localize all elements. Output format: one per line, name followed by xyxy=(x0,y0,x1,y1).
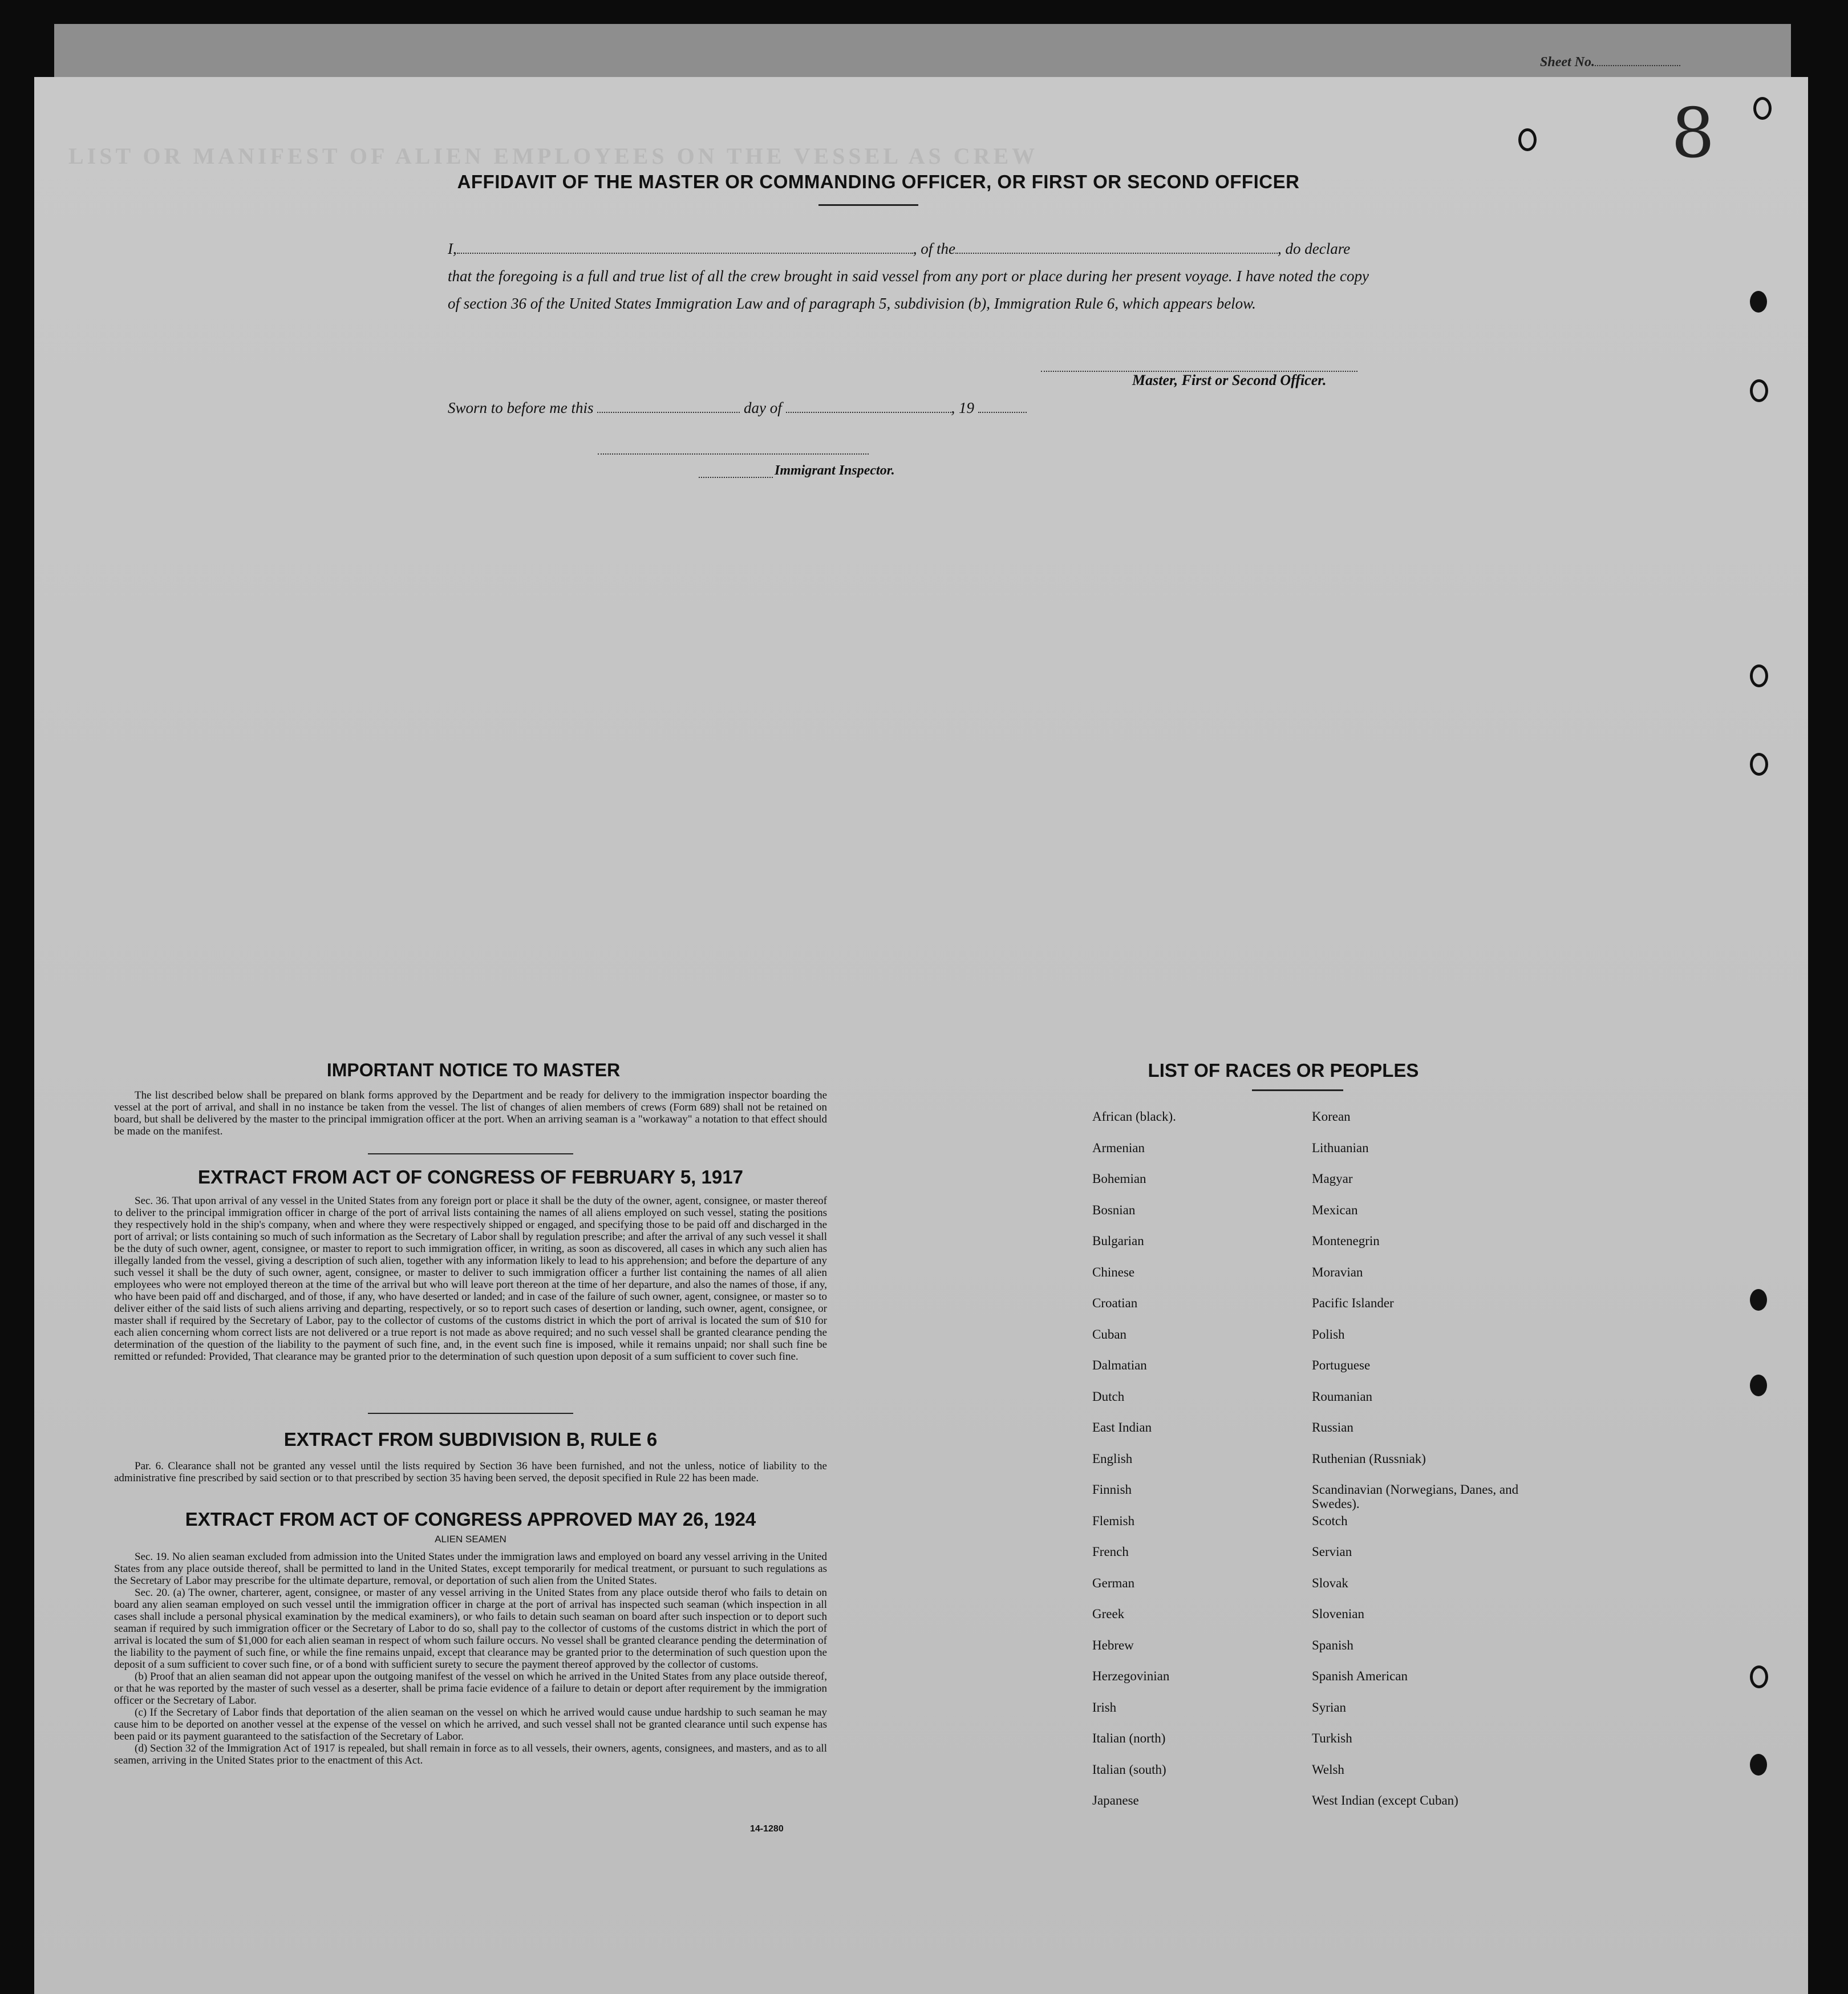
binder-hole xyxy=(1750,1754,1767,1776)
sec-19: Sec. 19. No alien seaman excluded from admission into the United States under the immigration laws and employed on board any vessel arriving in the United States from any place outside thereof, shall be permitted to land in the United States, except temporarily for medical treatment, or pursuant to such regulations as the Secretary of Labor may prescribe for the ultimate departure, removal, or deportation of such alien from the United States. xyxy=(114,1551,827,1587)
notice-title: IMPORTANT NOTICE TO MASTER xyxy=(326,1060,621,1080)
race-row xyxy=(1092,1109,1549,1141)
binder-hole xyxy=(1518,128,1537,151)
race-name-right: West Indian (except Cuban) xyxy=(1312,1793,1458,1807)
extract-1917-title: EXTRACT FROM ACT OF CONGRESS OF FEBRUARY 5, 1917 xyxy=(198,1166,743,1188)
sec-20a: Sec. 20. (a) The owner, charterer, agent, consignee, or master of any vessel arriving in the United States from any place outside therof who fails to detain on board any alien seaman employed on such vessel until the immigration officer in charge at the port of arrival has inspected such seaman (which inspection in all cases shall include a personal physical examination by the medical examiners), or who fails to detain such seaman on board after such inspection or to deport such seaman if required by such immigration officer or the Secretary of Labor to do so, shall pay to the collector of customs of the customs district in which the port of arrival is located the sum of $1,000 for each alien seaman in respect of whom such failure occurs. No vessel shall be granted clearance pending the determination of the liability to the payment of such fine, or while the fine remains unpaid, except that clearance may be granted prior to the determination of such question upon the deposit of a sum sufficient to cover such fine, or of a bond with sufficient surety to secure the payment thereof approved by the collector of customs. xyxy=(114,1587,827,1671)
race-name-left: Dalmatian xyxy=(1092,1358,1147,1372)
rule-6-text: Par. 6. Clearance shall not be granted any vessel until the lists required by Section 36 have been furnished, and not the unless, notice of liability to the administrative fine prescribed by said section or to that prescribed by section 35 having been served, the deposit specified in Rule 22 has been made. xyxy=(114,1460,827,1484)
race-name-left: Flemish xyxy=(1092,1513,1135,1528)
race-row xyxy=(1092,1700,1549,1732)
affidavit-body: that the foregoing is a full and true list of all the crew brought in said vessel from any port or place during her present voyage. I have noted the copy of section 36 of the United States Immigration Law and of paragraph 5, subdivision (b), Immigration Rule 6, which appears below. xyxy=(448,268,1369,312)
race-row xyxy=(1092,1762,1549,1794)
binder-hole xyxy=(1750,753,1768,776)
race-name-left: Italian (north) xyxy=(1092,1731,1166,1745)
races-title: LIST OF RACES OR PEOPLES xyxy=(1148,1060,1419,1081)
extract-1917-text: Sec. 36. That upon arrival of any vessel in the United States from any foreign port or place it shall be the duty of the owner, agent, consignee, or master thereof to deliver to the principal immigration officer in charge of the port of arrival lists containing the names of all aliens employed on such vessel, stating the positions they respectively hold in the ship's company, when and where they were respectively shipped or engaged, and specifying those to be paid off and discharged in the port of arrival; or lists containing so much of such information as the Secretary of Labor shall by regulation prescribe; and after the arrival of any such vessel it shall be the duty of such owner, agent, consignee, or master to report to such immigration officer, in writing, as soon as discovered, all cases in which any such alien has illegally landed from the vessel, giving a description of such alien, together with any information likely to lead to his apprehension; and before the departure of any such vessel it shall be the duty of such owner, agent, consignee, or master to deliver to such immigration officer a further list containing the names of all alien employees who were not employed thereon at the time of the arrival but who will leave port thereon at the time of her departure, and also the names of those, if any, who have been paid off and discharged, and of those, if any, who have deserted or landed; and in case of the failure of such owner, agent, consignee, or master so to deliver either of the said lists of such aliens arriving and departing, respectively, or so to report such cases of desertion or landing, such owner, agent, consignee, or master shall if required by the Secretary of Labor, pay to the collector of customs of the customs district in which the port of arrival is located the sum of $10 for each alien concerning whom correct lists are not delivered or a true report is not made as above required; and no such vessel shall be granted clearance pending the determination of the question of the liability to the payment of such fine, and, in the event such fine is imposed, while it remains unpaid; nor shall such fine be remitted or refunded: Provided, That clearance may be granted prior to the determination of such question upon deposit of a sum sufficient to cover such fine. xyxy=(114,1195,827,1363)
race-row xyxy=(1092,1638,1549,1669)
race-name-left: Finnish xyxy=(1092,1482,1132,1497)
extract-1924-title: EXTRACT FROM ACT OF CONGRESS APPROVED MAY 26, 1924 xyxy=(185,1509,756,1530)
race-name-right: Ruthenian (Russniak) xyxy=(1312,1451,1426,1466)
race-name-right: Welsh xyxy=(1312,1762,1344,1777)
affidavit-title: AFFIDAVIT OF THE MASTER OR COMMANDING OFFICER, OR FIRST OR SECOND OFFICER xyxy=(457,171,1300,192)
officer-signature-label: Master, First or Second Officer. xyxy=(1132,372,1327,388)
sec-20b: (b) Proof that an alien seaman did not appear upon the outgoing manifest of the vessel on which he arrived in the United States from any place outside thereof, or that he was reported by the master of such vessel as a deserter, shall be prima facie evidence of a failure to detain or deport after requirement by the immigration officer or the Secretary of Labor. xyxy=(114,1671,827,1707)
sheet-number xyxy=(1540,55,1680,70)
race-name-right: Korean xyxy=(1312,1109,1351,1124)
races-divider xyxy=(1252,1089,1343,1091)
vessel-blank[interactable] xyxy=(955,240,1278,254)
race-row xyxy=(1092,1514,1549,1545)
binder-hole xyxy=(1753,97,1772,120)
race-name-right: Lithuanian xyxy=(1312,1140,1369,1155)
race-name-left: African (black). xyxy=(1092,1109,1176,1124)
sworn-year-blank[interactable] xyxy=(978,399,1027,413)
race-row xyxy=(1092,1141,1549,1172)
race-row xyxy=(1092,1389,1549,1421)
race-row xyxy=(1092,1172,1549,1203)
race-row xyxy=(1092,1545,1549,1576)
race-row xyxy=(1092,1576,1549,1607)
race-name-right: Syrian xyxy=(1312,1700,1347,1715)
alien-seamen-subtitle: ALIEN SEAMEN xyxy=(435,1534,506,1545)
title-divider xyxy=(818,204,918,206)
race-name-right: Scotch xyxy=(1312,1513,1348,1528)
extract-1924-text xyxy=(114,1533,827,1766)
race-name-left: French xyxy=(1092,1545,1129,1559)
race-name-right: Pacific Islander xyxy=(1312,1296,1394,1310)
race-row xyxy=(1092,1482,1549,1514)
handwritten-page-number: 8 xyxy=(1671,94,1715,173)
race-name-right: Spanish xyxy=(1312,1638,1353,1652)
binder-hole xyxy=(1750,664,1768,687)
race-name-left: East Indian xyxy=(1092,1420,1152,1434)
race-name-left: Armenian xyxy=(1092,1140,1145,1155)
race-row xyxy=(1092,1358,1549,1389)
sec-20c: (c) If the Secretary of Labor finds that deportation of the alien seaman on the vessel on which he arrived would cause undue hardship to such seaman he may cause him to be deported on another vessel at the expense of the vessel on which he arrived, and such vessel shall not be granted clearance until such expense has been paid or its payment guaranteed to the satisfaction of the Secretary of Labor. xyxy=(114,1707,827,1742)
race-name-right: Slovak xyxy=(1312,1575,1348,1590)
race-name-right: Turkish xyxy=(1312,1731,1352,1745)
notice-divider xyxy=(368,1153,573,1154)
binder-hole xyxy=(1750,1665,1768,1688)
race-row xyxy=(1092,1327,1549,1359)
race-name-left: English xyxy=(1092,1451,1133,1466)
race-name-left: German xyxy=(1092,1575,1135,1590)
race-row xyxy=(1092,1607,1549,1638)
sworn-line: Sworn to before me this day of , 19 xyxy=(448,399,1027,417)
race-row xyxy=(1092,1793,1549,1825)
binder-hole xyxy=(1750,291,1767,313)
sec-20d: (d) Section 32 of the Immigration Act of 1917 is repealed, but shall remain in force as to all vessels, their owners, agents, consignees, and masters, and as to all seamen, arriving in the United States prior to the enactment of this Act. xyxy=(114,1742,827,1766)
rule-6-title: EXTRACT FROM SUBDIVISION B, RULE 6 xyxy=(283,1429,658,1450)
race-name-left: Cuban xyxy=(1092,1327,1127,1342)
race-name-left: Bosnian xyxy=(1092,1202,1136,1217)
race-name-left: Irish xyxy=(1092,1700,1117,1715)
sworn-month-blank[interactable] xyxy=(786,399,951,413)
race-name-right: Montenegrin xyxy=(1312,1234,1380,1248)
race-row xyxy=(1092,1420,1549,1452)
inspector-signature-line[interactable] xyxy=(598,453,869,455)
name-blank[interactable] xyxy=(457,240,913,254)
binder-hole xyxy=(1750,1289,1767,1311)
inspector-name-line[interactable] xyxy=(699,477,773,478)
race-row xyxy=(1092,1265,1549,1296)
race-name-left: Japanese xyxy=(1092,1793,1139,1807)
affidavit-text xyxy=(448,235,1369,317)
sworn-day-blank[interactable] xyxy=(597,399,740,413)
race-name-right: Servian xyxy=(1312,1545,1352,1559)
race-name-right: Polish xyxy=(1312,1327,1345,1342)
affidavit-declaration-line: I, , of the , do declare xyxy=(448,240,1351,257)
race-name-left: Dutch xyxy=(1092,1389,1125,1404)
binder-hole xyxy=(1750,1375,1767,1396)
race-row xyxy=(1092,1234,1549,1265)
extract-divider xyxy=(368,1413,573,1414)
race-name-right: Magyar xyxy=(1312,1172,1353,1186)
race-name-left: Italian (south) xyxy=(1092,1762,1166,1777)
bleed-through-heading: LIST OR MANIFEST OF ALIEN EMPLOYEES ON THE VESSEL AS CREW xyxy=(68,143,1039,169)
sheet-no-label: Sheet No. xyxy=(1540,55,1595,70)
race-name-left: Bohemian xyxy=(1092,1172,1146,1186)
race-row xyxy=(1092,1452,1549,1483)
race-name-left: Croatian xyxy=(1092,1296,1138,1310)
race-name-right: Portuguese xyxy=(1312,1358,1371,1372)
inspector-label: Immigrant Inspector. xyxy=(775,463,895,478)
race-row xyxy=(1092,1731,1549,1762)
race-name-right: Russian xyxy=(1312,1420,1353,1434)
form-number: 14-1280 xyxy=(750,1824,784,1834)
race-name-left: Bulgarian xyxy=(1092,1234,1144,1248)
race-name-left: Greek xyxy=(1092,1607,1125,1621)
race-name-right: Slovenian xyxy=(1312,1607,1364,1621)
race-name-right: Spanish American xyxy=(1312,1669,1408,1683)
race-name-left: Herzegovinian xyxy=(1092,1669,1170,1683)
race-row xyxy=(1092,1203,1549,1234)
race-row xyxy=(1092,1296,1549,1327)
binder-hole xyxy=(1750,379,1768,402)
race-row xyxy=(1092,1669,1549,1700)
race-name-right: Roumanian xyxy=(1312,1389,1373,1404)
race-name-left: Chinese xyxy=(1092,1265,1135,1279)
races-list xyxy=(1092,1109,1549,1825)
race-name-right: Scandinavian (Norwegians, Danes, and Swedes). xyxy=(1312,1482,1519,1511)
notice-text: The list described below shall be prepared on blank forms approved by the Department and be ready for delivery to the immigration inspector boarding the vessel at the port of arrival, and shall in no instance be taken from the vessel. The list of changes of alien members of crews (Form 689) shall not be retained on board, but shall be delivered by the master to the principal immigration officer at the port. When an arriving seaman is a "workaway" a notation to that effect should be made on the manifest. xyxy=(114,1089,827,1137)
race-name-right: Moravian xyxy=(1312,1265,1363,1279)
race-name-left: Hebrew xyxy=(1092,1638,1134,1652)
race-name-right: Mexican xyxy=(1312,1202,1358,1217)
